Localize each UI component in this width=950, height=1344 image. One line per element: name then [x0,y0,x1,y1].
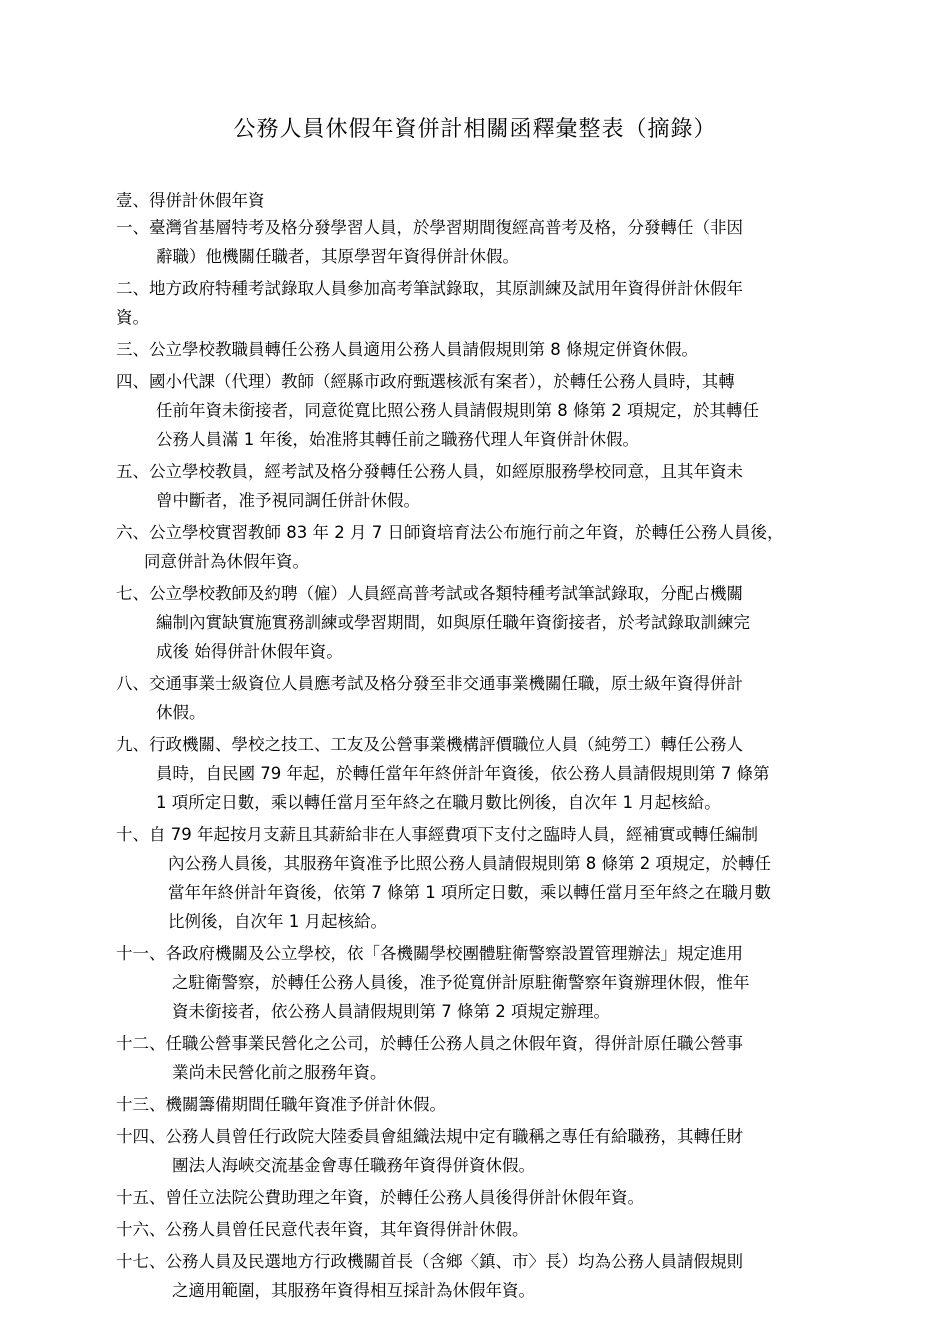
page-title: 公務人員休假年資併計相關函釋彙整表（摘錄） [233,117,717,142]
list-item [116,1090,876,1119]
list-item-line: 五、公立學校教員，經考試及格分發轉任公務人員，如經原服務學校同意，且其年資未 [116,462,743,481]
list-item-line: 一、臺灣省基層特考及格分發學習人員，於學習期間復經高普考及格，分發轉任（非因 [116,218,743,237]
list-item-line: 七、公立學校教師及約聘（僱）人員經高普考試或各類特種考試筆試錄取，分配占機關 [116,584,743,603]
list-item-line: 內公務人員後，其服務年資准予比照公務人員請假規則第 8 條第 2 項規定，於轉任 [168,854,771,873]
list-item-line: 三、公立學校教職員轉任公務人員適用公務人員請假規則第 8 條規定併資休假。 [116,340,698,359]
list-item-line: 四、國小代課（代理）教師（經縣市政府甄選核派有案者），於轉任公務人員時，其轉 [116,372,735,391]
list-item-line: 十一、各政府機關及公立學校，依「各機關學校團體駐衛警察設置管理辦法」規定進用 [116,944,743,963]
list-item-line: 十二、任職公營事業民營化之公司，於轉任公務人員之休假年資，得併計原任職公營事 [116,1034,743,1053]
list-item [116,730,876,817]
section-heading: 壹、得併計休假年資 [116,191,265,210]
list-item [116,457,876,515]
list-item-line: 之駐衛警察，於轉任公務人員後，准予從寬併計原駐衛警察年資辦理休假，惟年 [172,973,750,992]
list-item [116,939,876,1026]
list-item [116,367,876,454]
list-item [116,213,876,271]
list-item-line: 編制內實缺實施實務訓練或學習期間，如與原任職年資銜接者，於考試錄取訓練完 [156,613,750,632]
item-list [116,213,876,1308]
list-item-line: 十、自 79 年起按月支薪且其薪給非在人事經費項下支付之臨時人員，經補實或轉任編制 [116,825,758,844]
list-item-line: 二、地方政府特種考試錄取人員參加高考筆試錄取，其原訓練及試用年資得併計休假年 [116,279,743,298]
list-item-line: 八、交通事業士級資位人員應考試及格分發至非交通事業機關任職，原士級年資得併計 [116,674,743,693]
list-item [116,1247,876,1305]
list-item-line: 成後 始得併計休假年資。 [156,642,343,661]
list-item [116,669,876,727]
list-item-line: 公務人員滿 1 年後，始准將其轉任前之職務代理人年資併計休假。 [156,430,639,449]
list-item-line: 十六、公務人員曾任民意代表年資，其年資得併計休假。 [116,1220,529,1239]
list-item-line: 比例後，自次年 1 月起核給。 [168,912,387,931]
list-item-line: 九、行政機關、學校之技工、工友及公營事業機構評價職位人員（純勞工）轉任公務人 [116,735,743,754]
list-item-line: 之適用範圍，其服務年資得相互採計為休假年資。 [172,1281,535,1300]
list-item-line: 六、公立學校實習教師 83 年 2 月 7 日師資培育法公布施行前之年資，於轉任公務人員後， [116,523,784,542]
list-item [116,335,876,364]
list-item-line: 十四、公務人員曾任行政院大陸委員會組織法規中定有職稱之專任有給職務，其轉任財 [116,1127,743,1146]
list-item [116,1029,876,1087]
list-item-line: 資。 [116,308,149,327]
list-item-line: 十三、機關籌備期間任職年資准予併計休假。 [116,1095,446,1114]
list-item [116,820,876,936]
list-item-line: 同意併計為休假年資。 [144,552,309,571]
list-item-line: 員時，自民國 79 年起，於轉任當年年終併計年資後，依公務人員請假規則第 7 條第 [156,764,770,783]
list-item-line: 十五、曾任立法院公費助理之年資，於轉任公務人員後得併計休假年資。 [116,1188,644,1207]
list-item-line: 十七、公務人員及民選地方行政機關首長（含鄉〈鎮、市〉長）均為公務人員請假規則 [116,1252,743,1271]
list-item-line: 曾中斷者，准予視同調任併計休假。 [156,491,420,510]
list-item [116,1183,876,1212]
list-item [116,1215,876,1244]
list-item [116,1122,876,1180]
list-item-line: 團法人海峽交流基金會專任職務年資得併資休假。 [172,1156,535,1175]
list-item-line: 資未銜接者，依公務人員請假規則第 7 條第 2 項規定辦理。 [172,1002,610,1021]
list-item-line: 1 項所定日數，乘以轉任當月至年終之在職月數比例後，自次年 1 月起核給。 [156,793,721,812]
list-item-line: 辭職）他機關任職者，其原學習年資得併計休假。 [156,247,519,266]
list-item-line: 當年年終併計年資後，依第 7 條第 1 項所定日數，乘以轉任當月至年終之在職月數 [168,883,771,902]
list-item-line: 任前年資未銜接者，同意從寬比照公務人員請假規則第 8 條第 2 項規定，於其轉任 [156,401,759,420]
list-item-line: 業尚未民營化前之服務年資。 [172,1063,387,1082]
list-item-line: 休假。 [156,703,206,722]
list-item [116,274,876,332]
list-item [116,518,876,576]
list-item [116,579,876,666]
